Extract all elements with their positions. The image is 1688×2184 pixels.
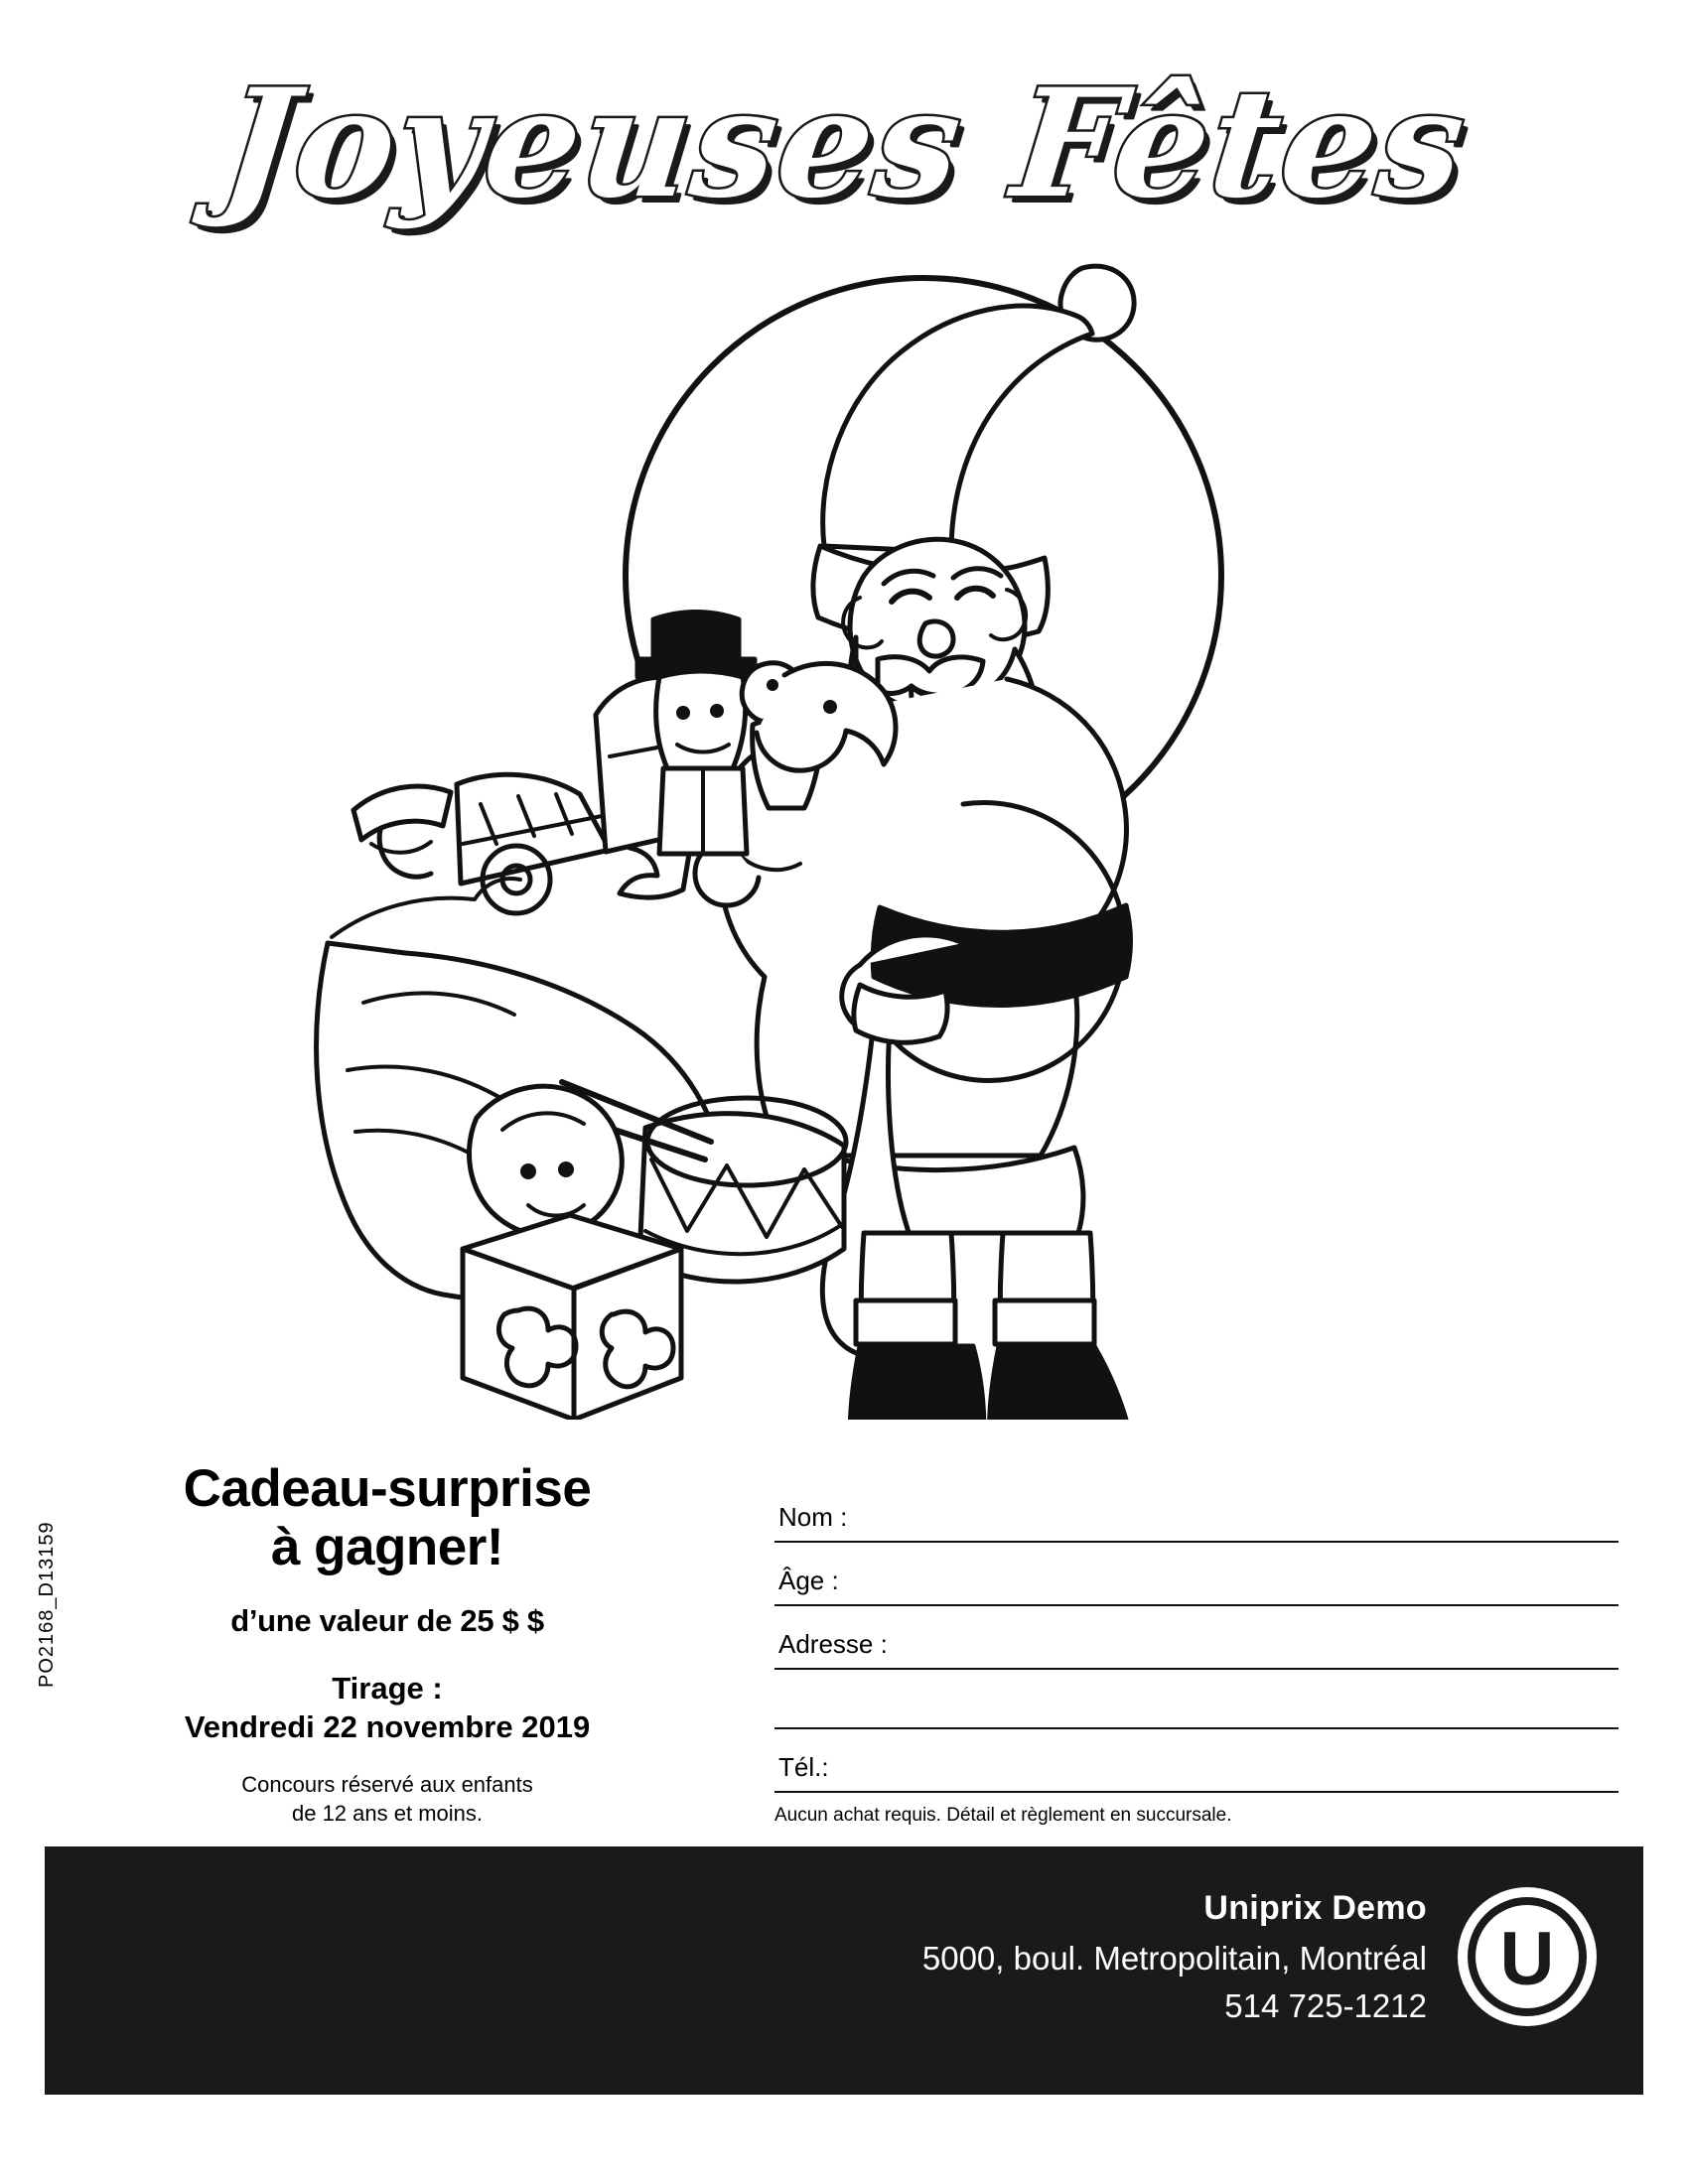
draw-info — [109, 1669, 665, 1747]
entry-form — [774, 1479, 1618, 1827]
poster-title-banner — [0, 30, 1688, 258]
form-label-nom: Nom : — [778, 1502, 848, 1532]
form-label-adresse: Adresse : — [778, 1629, 888, 1659]
store-footer-content — [922, 1882, 1602, 2031]
contest-restriction-line1: Concours réservé aux enfants — [241, 1772, 533, 1798]
form-field-age[interactable] — [774, 1543, 1618, 1606]
promo-headline — [109, 1459, 665, 1577]
form-field-tel[interactable] — [774, 1729, 1618, 1793]
store-phone: 514 725-1212 — [1224, 1986, 1427, 2024]
store-footer-bar — [45, 1846, 1643, 2095]
contest-restriction — [109, 1771, 665, 1828]
store-name: Uniprix Demo — [1203, 1888, 1427, 1927]
svg-text:U: U — [1499, 1917, 1555, 2001]
form-label-age: Âge : — [778, 1566, 839, 1595]
contest-restriction-line2: de 12 ans et moins. — [291, 1800, 483, 1826]
page-title: Joyeuses Fêtes — [213, 57, 1475, 231]
draw-label: Tirage : — [332, 1670, 443, 1706]
form-label-tel: Tél.: — [778, 1752, 829, 1782]
form-field-adresse-line2[interactable] — [774, 1670, 1618, 1729]
form-field-nom[interactable] — [774, 1479, 1618, 1543]
santa-illustration — [268, 248, 1440, 1420]
uniprix-logo-icon — [1453, 1882, 1602, 2031]
form-field-adresse[interactable] — [774, 1606, 1618, 1670]
promo-headline-line1: Cadeau-surprise — [183, 1459, 592, 1518]
promo-block — [109, 1459, 665, 1828]
promo-headline-line2: à gagner! — [270, 1518, 504, 1577]
store-info — [922, 1889, 1427, 2025]
promo-value: d’une valeur de 25 $ $ — [230, 1602, 544, 1638]
form-legal-note: Aucun achat requis. Détail et règlement en succursale. — [774, 1805, 1232, 1826]
store-address: 5000, boul. Metropolitain, Montréal — [921, 1939, 1427, 1977]
reference-code: PO2168_D13159 — [36, 1521, 58, 1688]
draw-date: Vendredi 22 novembre 2019 — [184, 1709, 591, 1745]
